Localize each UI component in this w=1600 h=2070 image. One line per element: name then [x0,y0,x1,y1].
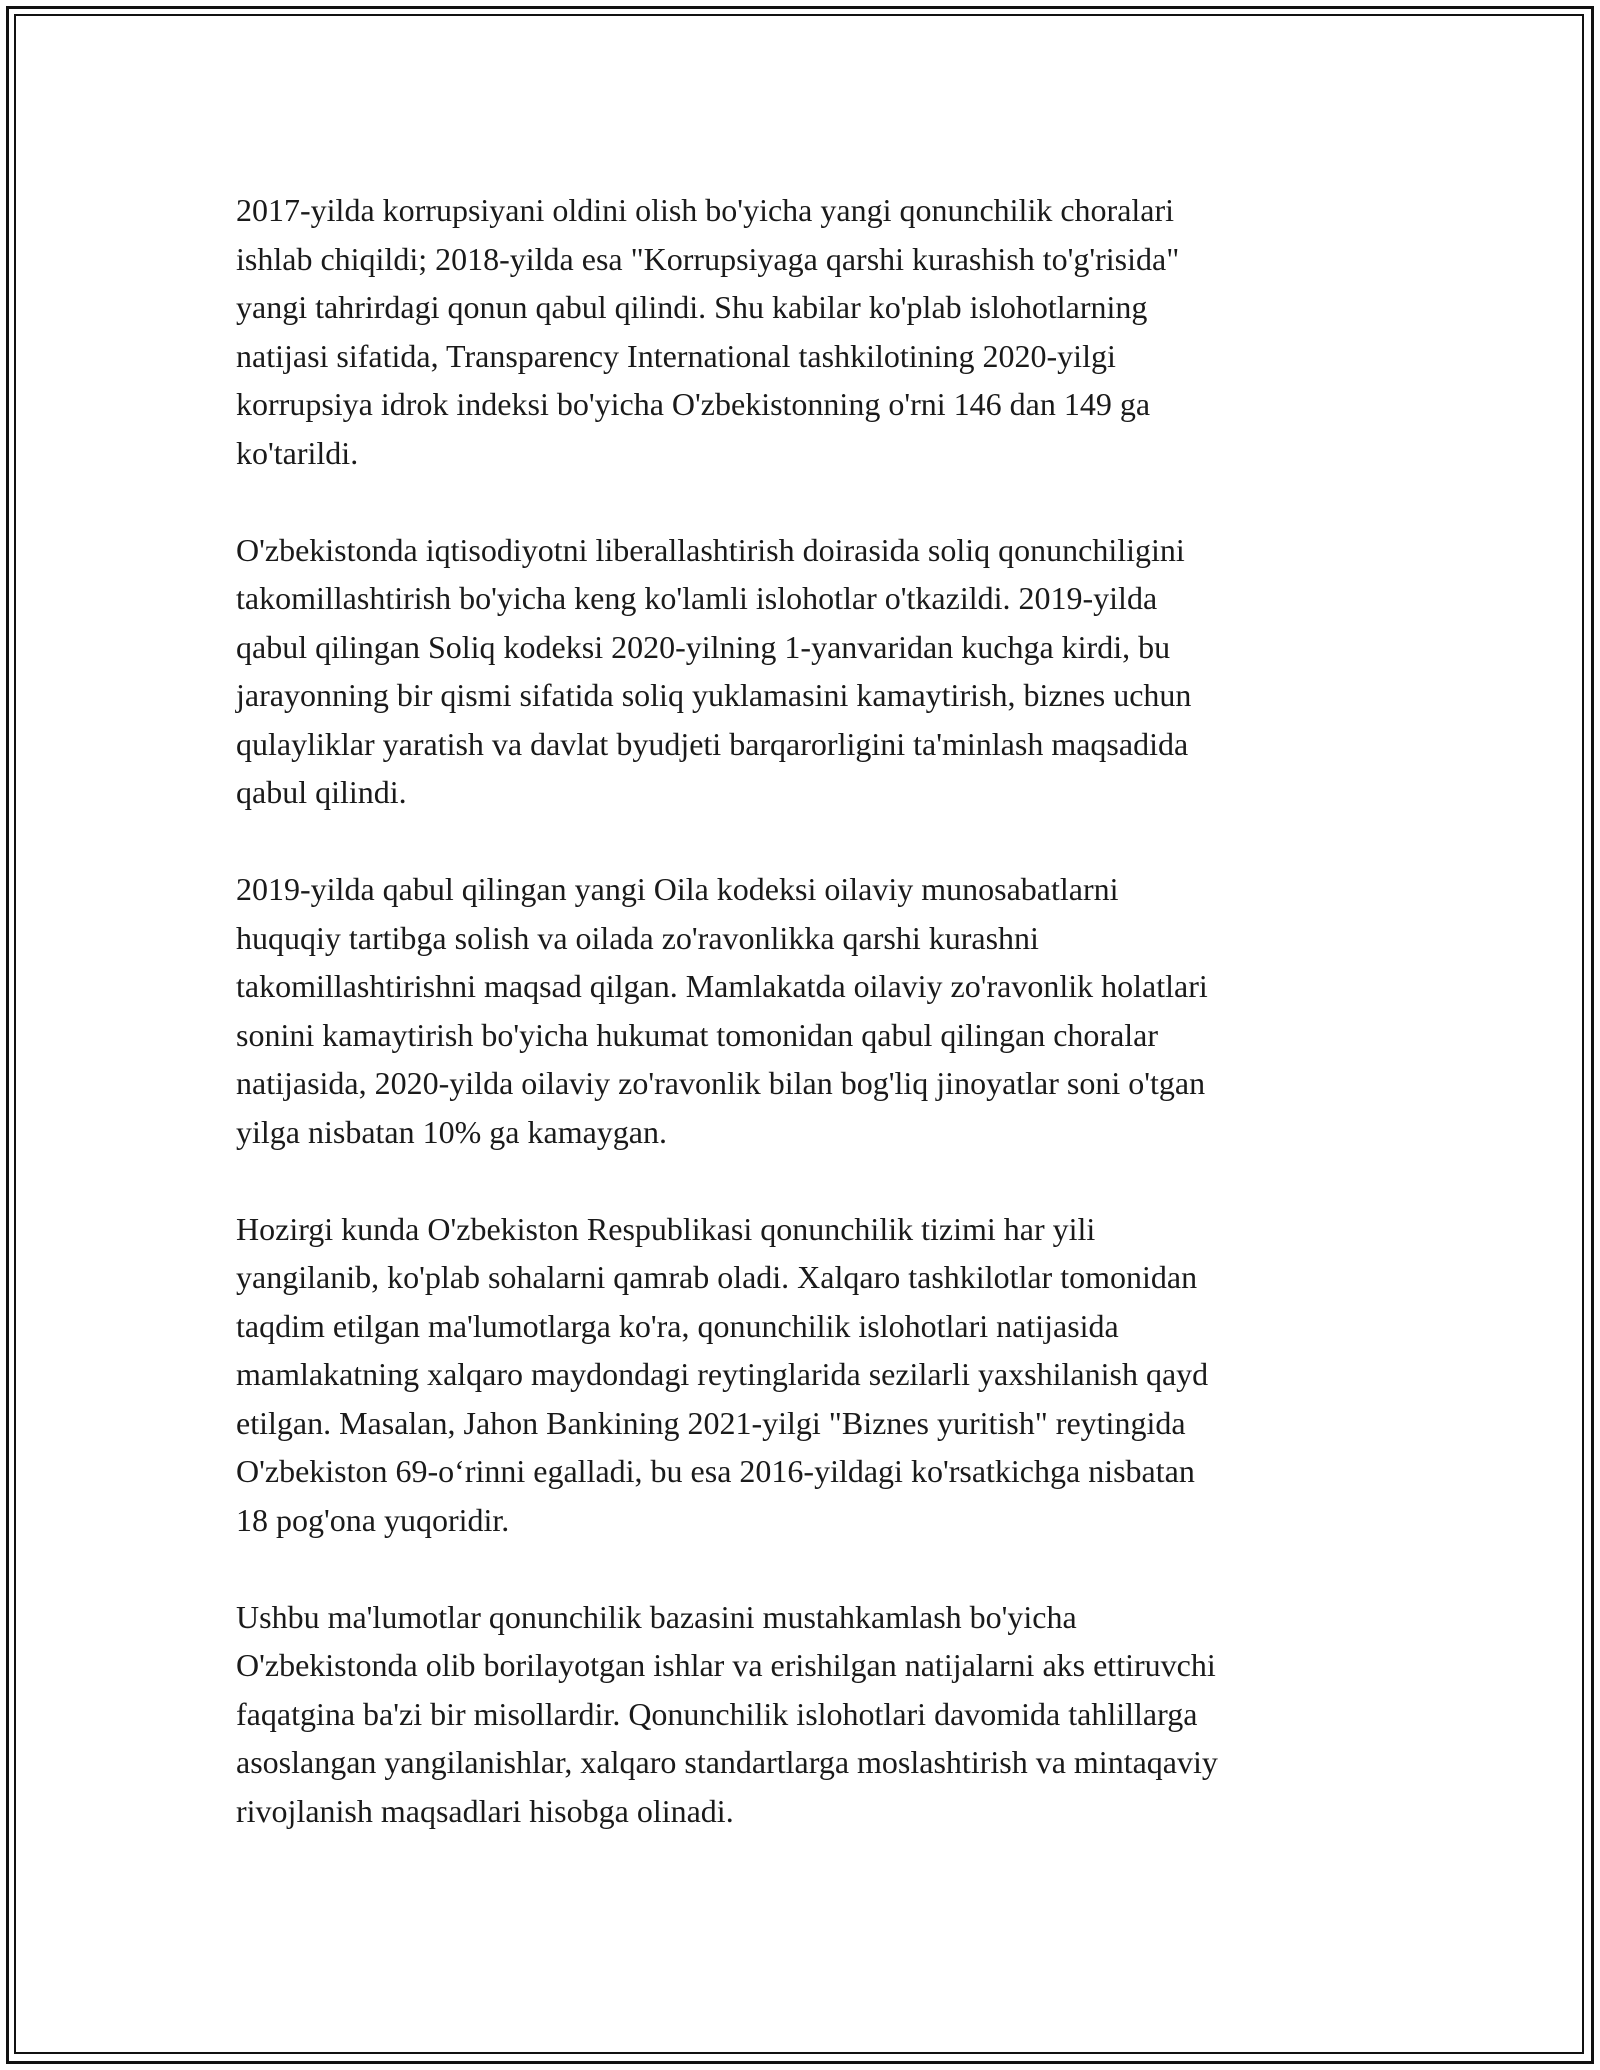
document-body [236,186,1386,1884]
text-line: takomillashtirish bo'yicha keng ko'lamli islohotlar o'tkazildi. 2019-yilda [236,580,1158,616]
text-line: natijasi sifatida, Transparency International tashkilotining 2020-yilgi [236,337,1116,374]
text-line: natijasida, 2020-yilda oilaviy zo'ravonlik bilan bog'liq jinoyatlar soni o'tgan [236,1065,1206,1101]
text-line: etilgan. Masalan, Jahon Bankining 2021-yilgi "Biznes yuritish" reytingida [236,1404,1186,1441]
text-line: ko'tarildi. [236,434,359,471]
text-line: 2017-yilda korrupsiyani oldini olish bo'yicha yangi qonunchilik choralari [236,192,1175,228]
text-line: taqdim etilgan ma'lumotlarga ko'ra, qonunchilik islohotlari natijasida [236,1307,1119,1344]
text-line: O'zbekistonda iqtisodiyotni liberallashtirish doirasida soliq qonunchiligini [236,531,1185,568]
text-line: sonini kamaytirish bo'yicha hukumat tomonidan qabul qilingan choralar [236,1016,1159,1053]
text-line: yilga nisbatan 10% ga kamaygan. [236,1113,667,1150]
text-line: takomillashtirishni maqsad qilgan. Mamlakatda oilaviy zo'ravonlik holatlari [236,968,1208,1004]
text-line: faqatgina ba'zi bir misollardir. Qonunchilik islohotlari davomida tahlillarga [236,1695,1198,1732]
text-line: asoslangan yangilanishlar, xalqaro standartlarga moslashtirish va mintaqaviy [236,1744,1218,1780]
text-line: 18 pog'ona yuqoridir. [236,1501,510,1538]
text-line: Hozirgi kunda O'zbekiston Respublikasi qonunchilik tizimi har yili [236,1210,1096,1247]
text-line: rivojlanish maqsadlari hisobga olinadi. [236,1792,734,1829]
text-line: O'zbekistonda olib borilayotgan ishlar va erishilgan natijalarni aks ettiruvchi [236,1647,1216,1683]
text-line: jarayonning bir qismi sifatida soliq yuklamasini kamaytirish, biznes uchun [236,677,1192,713]
text-line: korrupsiya idrok indeksi bo'yicha O'zbekistonning o'rni 146 dan 149 ga [236,386,1151,422]
text-line: huquqiy tartibga solish va oilada zo'ravonlikka qarshi kurashni [236,919,1039,956]
text-line: qabul qilindi. [236,774,407,810]
text-line: Ushbu ma'lumotlar qonunchilik bazasini mustahkamlash bo'yicha [236,1598,1077,1635]
text-line: yangi tahrirdagi qonun qabul qilindi. Shu kabilar ko'plab islohotlarning [236,289,1148,325]
text-line: qabul qilingan Soliq kodeksi 2020-yilning 1-yanvaridan kuchga kirdi, bu [236,628,1171,665]
paragraph-legal-system-ratings [236,1205,1386,1545]
text-line: ishlab chiqildi; 2018-yilda esa "Korrupsiyaga qarshi kurashish to'g'risida" [236,240,1180,277]
paragraph-conclusion [236,1593,1386,1836]
paragraph-family-code [236,865,1386,1156]
paragraph-tax-reform [236,526,1386,817]
text-line: 2019-yilda qabul qilingan yangi Oila kodeksi oilaviy munosabatlarni [236,871,1119,907]
text-line: qulayliklar yaratish va davlat byudjeti barqarorligini ta'minlash maqsadida [236,725,1189,762]
text-line: mamlakatning xalqaro maydondagi reytinglarida sezilarli yaxshilanish qayd [236,1356,1209,1392]
text-line: yangilanib, ko'plab sohalarni qamrab oladi. Xalqaro tashkilotlar tomonidan [236,1259,1198,1295]
paragraph-anti-corruption [236,186,1386,477]
text-line: O'zbekiston 69-o‘rinni egalladi, bu esa 2016-yildagi ko'rsatkichga nisbatan [236,1453,1195,1489]
